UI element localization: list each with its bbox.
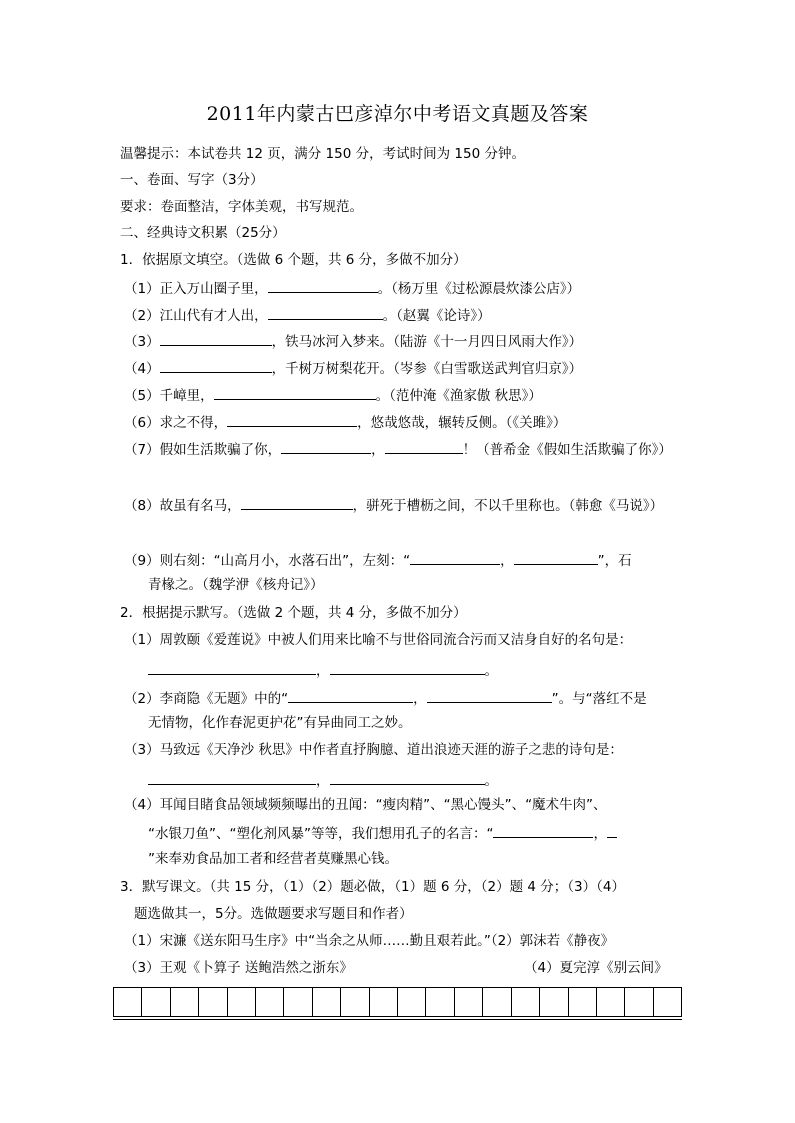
section-1-heading: 一、卷面、写字（3分） bbox=[120, 172, 264, 188]
q1-item-6: （6）求之不得， ，悠哉悠哉，辗转反侧。（《关雎》） bbox=[124, 412, 566, 432]
answer-blank[interactable] bbox=[427, 688, 552, 703]
grid-cell[interactable] bbox=[569, 988, 597, 1016]
grid-cell[interactable] bbox=[455, 988, 483, 1016]
q2-item-4-cont: “水银刀鱼”、“塑化剂风暴”等等，我们想用孔子的名言：“ ， bbox=[148, 823, 617, 843]
q2-item-2: （2）李商隐《无题》中的“ ， ”。与“落红不是 bbox=[124, 688, 647, 708]
section-1-requirement: 要求：卷面整洁，字体美观，书写规范。 bbox=[120, 199, 363, 215]
answer-blank[interactable] bbox=[281, 439, 371, 454]
question-3-heading-cont: 题选做其一，5分。选做题要求写题目和作者） bbox=[134, 906, 413, 922]
q1-item-5: （5）千嶂里， 。（范仲淹《渔家傲 秋思》） bbox=[124, 385, 542, 405]
q1-item-8: （8）故虽有名马， ，骈死于槽枥之间，不以千里称也。（韩愈《马说》） bbox=[124, 495, 663, 515]
grid-cell[interactable] bbox=[284, 988, 312, 1016]
grid-cell[interactable] bbox=[540, 988, 568, 1016]
q2-item-1-answer: ， 。 bbox=[148, 660, 498, 680]
q2-item-3-answer: ， 。 bbox=[148, 770, 498, 790]
q3-line-2a: （3）王观《卜算子 送鲍浩然之浙东》 bbox=[124, 960, 353, 976]
answer-blank[interactable] bbox=[385, 439, 463, 454]
writing-grid[interactable] bbox=[113, 987, 682, 1017]
grid-cell[interactable] bbox=[228, 988, 256, 1016]
grid-cell[interactable] bbox=[313, 988, 341, 1016]
grid-cell[interactable] bbox=[256, 988, 284, 1016]
grid-cell[interactable] bbox=[426, 988, 454, 1016]
tip-text: 温馨提示：本试卷共 12 页，满分 150 分，考试时间为 150 分钟。 bbox=[120, 146, 525, 162]
answer-blank[interactable] bbox=[148, 770, 316, 785]
q1-item-9-cont: 青椽之。（魏学洢《核舟记》） bbox=[148, 577, 324, 593]
page-title: 2011年内蒙古巴彦淖尔中考语文真题及答案 bbox=[206, 103, 589, 125]
answer-blank[interactable] bbox=[268, 278, 378, 293]
q1-item-9: （9）则右刻：“山高月小，水落石出”，左刻：“ ， ”，石 bbox=[124, 550, 632, 570]
answer-blank[interactable] bbox=[288, 688, 413, 703]
grid-cell[interactable] bbox=[398, 988, 426, 1016]
q2-item-4: （4）耳闻目睹食品领域频频曝出的丑闻：“瘦肉精”、“黑心馒头”、“魔术牛肉”、 bbox=[124, 797, 607, 813]
answer-blank[interactable] bbox=[160, 331, 272, 346]
q2-item-3: （3）马致远《天净沙 秋思》中作者直抒胸臆、道出浪迹天涯的游子之悲的诗句是： bbox=[124, 742, 623, 758]
answer-blank[interactable] bbox=[148, 660, 316, 675]
answer-blank[interactable] bbox=[514, 550, 598, 565]
grid-cell[interactable] bbox=[142, 988, 170, 1016]
q1-item-1: （1）正入万山圈子里， 。（杨万里《过松源晨炊漆公店》） bbox=[124, 278, 580, 298]
section-2-heading: 二、经典诗文积累（25分） bbox=[120, 225, 286, 241]
answer-blank[interactable] bbox=[241, 495, 353, 510]
q1-item-3: （3） ，铁马冰河入梦来。（陆游《十一月四日风雨大作》） bbox=[124, 331, 582, 351]
answer-blank[interactable] bbox=[214, 385, 376, 400]
q3-line-2b: （4）夏完淳《别云间》 bbox=[524, 960, 668, 976]
q2-item-4-cont2: ”来奉劝食品加工者和经营者莫赚黑心钱。 bbox=[148, 851, 398, 867]
grid-cell[interactable] bbox=[370, 988, 398, 1016]
grid-cell[interactable] bbox=[114, 988, 142, 1016]
grid-cell[interactable] bbox=[597, 988, 625, 1016]
question-1-heading: 1．依据原文填空。（选做 6 个题，共 6 分，多做不加分） bbox=[120, 252, 467, 268]
answer-blank[interactable] bbox=[330, 770, 485, 785]
grid-cell[interactable] bbox=[625, 988, 653, 1016]
question-3-heading: 3．默写课文。（共 15 分，（1）（2）题必做，（1）题 6 分，（2）题 4 分；（3）（4） bbox=[120, 879, 625, 895]
q1-item-2: （2）江山代有才人出， 。（赵翼《论诗》） bbox=[124, 305, 491, 325]
grid-cell[interactable] bbox=[341, 988, 369, 1016]
answer-blank[interactable] bbox=[410, 550, 500, 565]
q1-item-4: （4） ，千树万树梨花开。（岑参《白雪歌送武判官归京》） bbox=[124, 358, 582, 378]
grid-cell[interactable] bbox=[171, 988, 199, 1016]
answer-blank[interactable] bbox=[330, 660, 485, 675]
q1-item-7: （7）假如生活欺骗了你， ， ！（普希金《假如生活欺骗了你》） bbox=[124, 439, 672, 459]
grid-cell[interactable] bbox=[512, 988, 540, 1016]
answer-blank[interactable] bbox=[268, 305, 383, 320]
q3-line-1: （1）宋濂《送东阳马生序》中“当余之从师……勤且艰若此。”（2）郭沫若《静夜》 bbox=[124, 933, 615, 949]
grid-cell[interactable] bbox=[199, 988, 227, 1016]
grid-underline bbox=[113, 1019, 682, 1020]
q2-item-1: （1）周敦颐《爱莲说》中被人们用来比喻不与世俗同流合污而又洁身自好的名句是： bbox=[124, 632, 633, 648]
grid-cell[interactable] bbox=[654, 988, 681, 1016]
q2-item-2-cont: 无情物，化作春泥更护花”有异曲同工之妙。 bbox=[148, 715, 412, 731]
answer-blank[interactable] bbox=[160, 358, 272, 373]
grid-cell[interactable] bbox=[483, 988, 511, 1016]
question-2-heading: 2．根据提示默写。（选做 2 个题，共 4 分，多做不加分） bbox=[120, 605, 467, 621]
answer-blank[interactable] bbox=[493, 823, 593, 838]
answer-blank[interactable] bbox=[227, 412, 357, 427]
answer-blank[interactable] bbox=[607, 823, 617, 838]
